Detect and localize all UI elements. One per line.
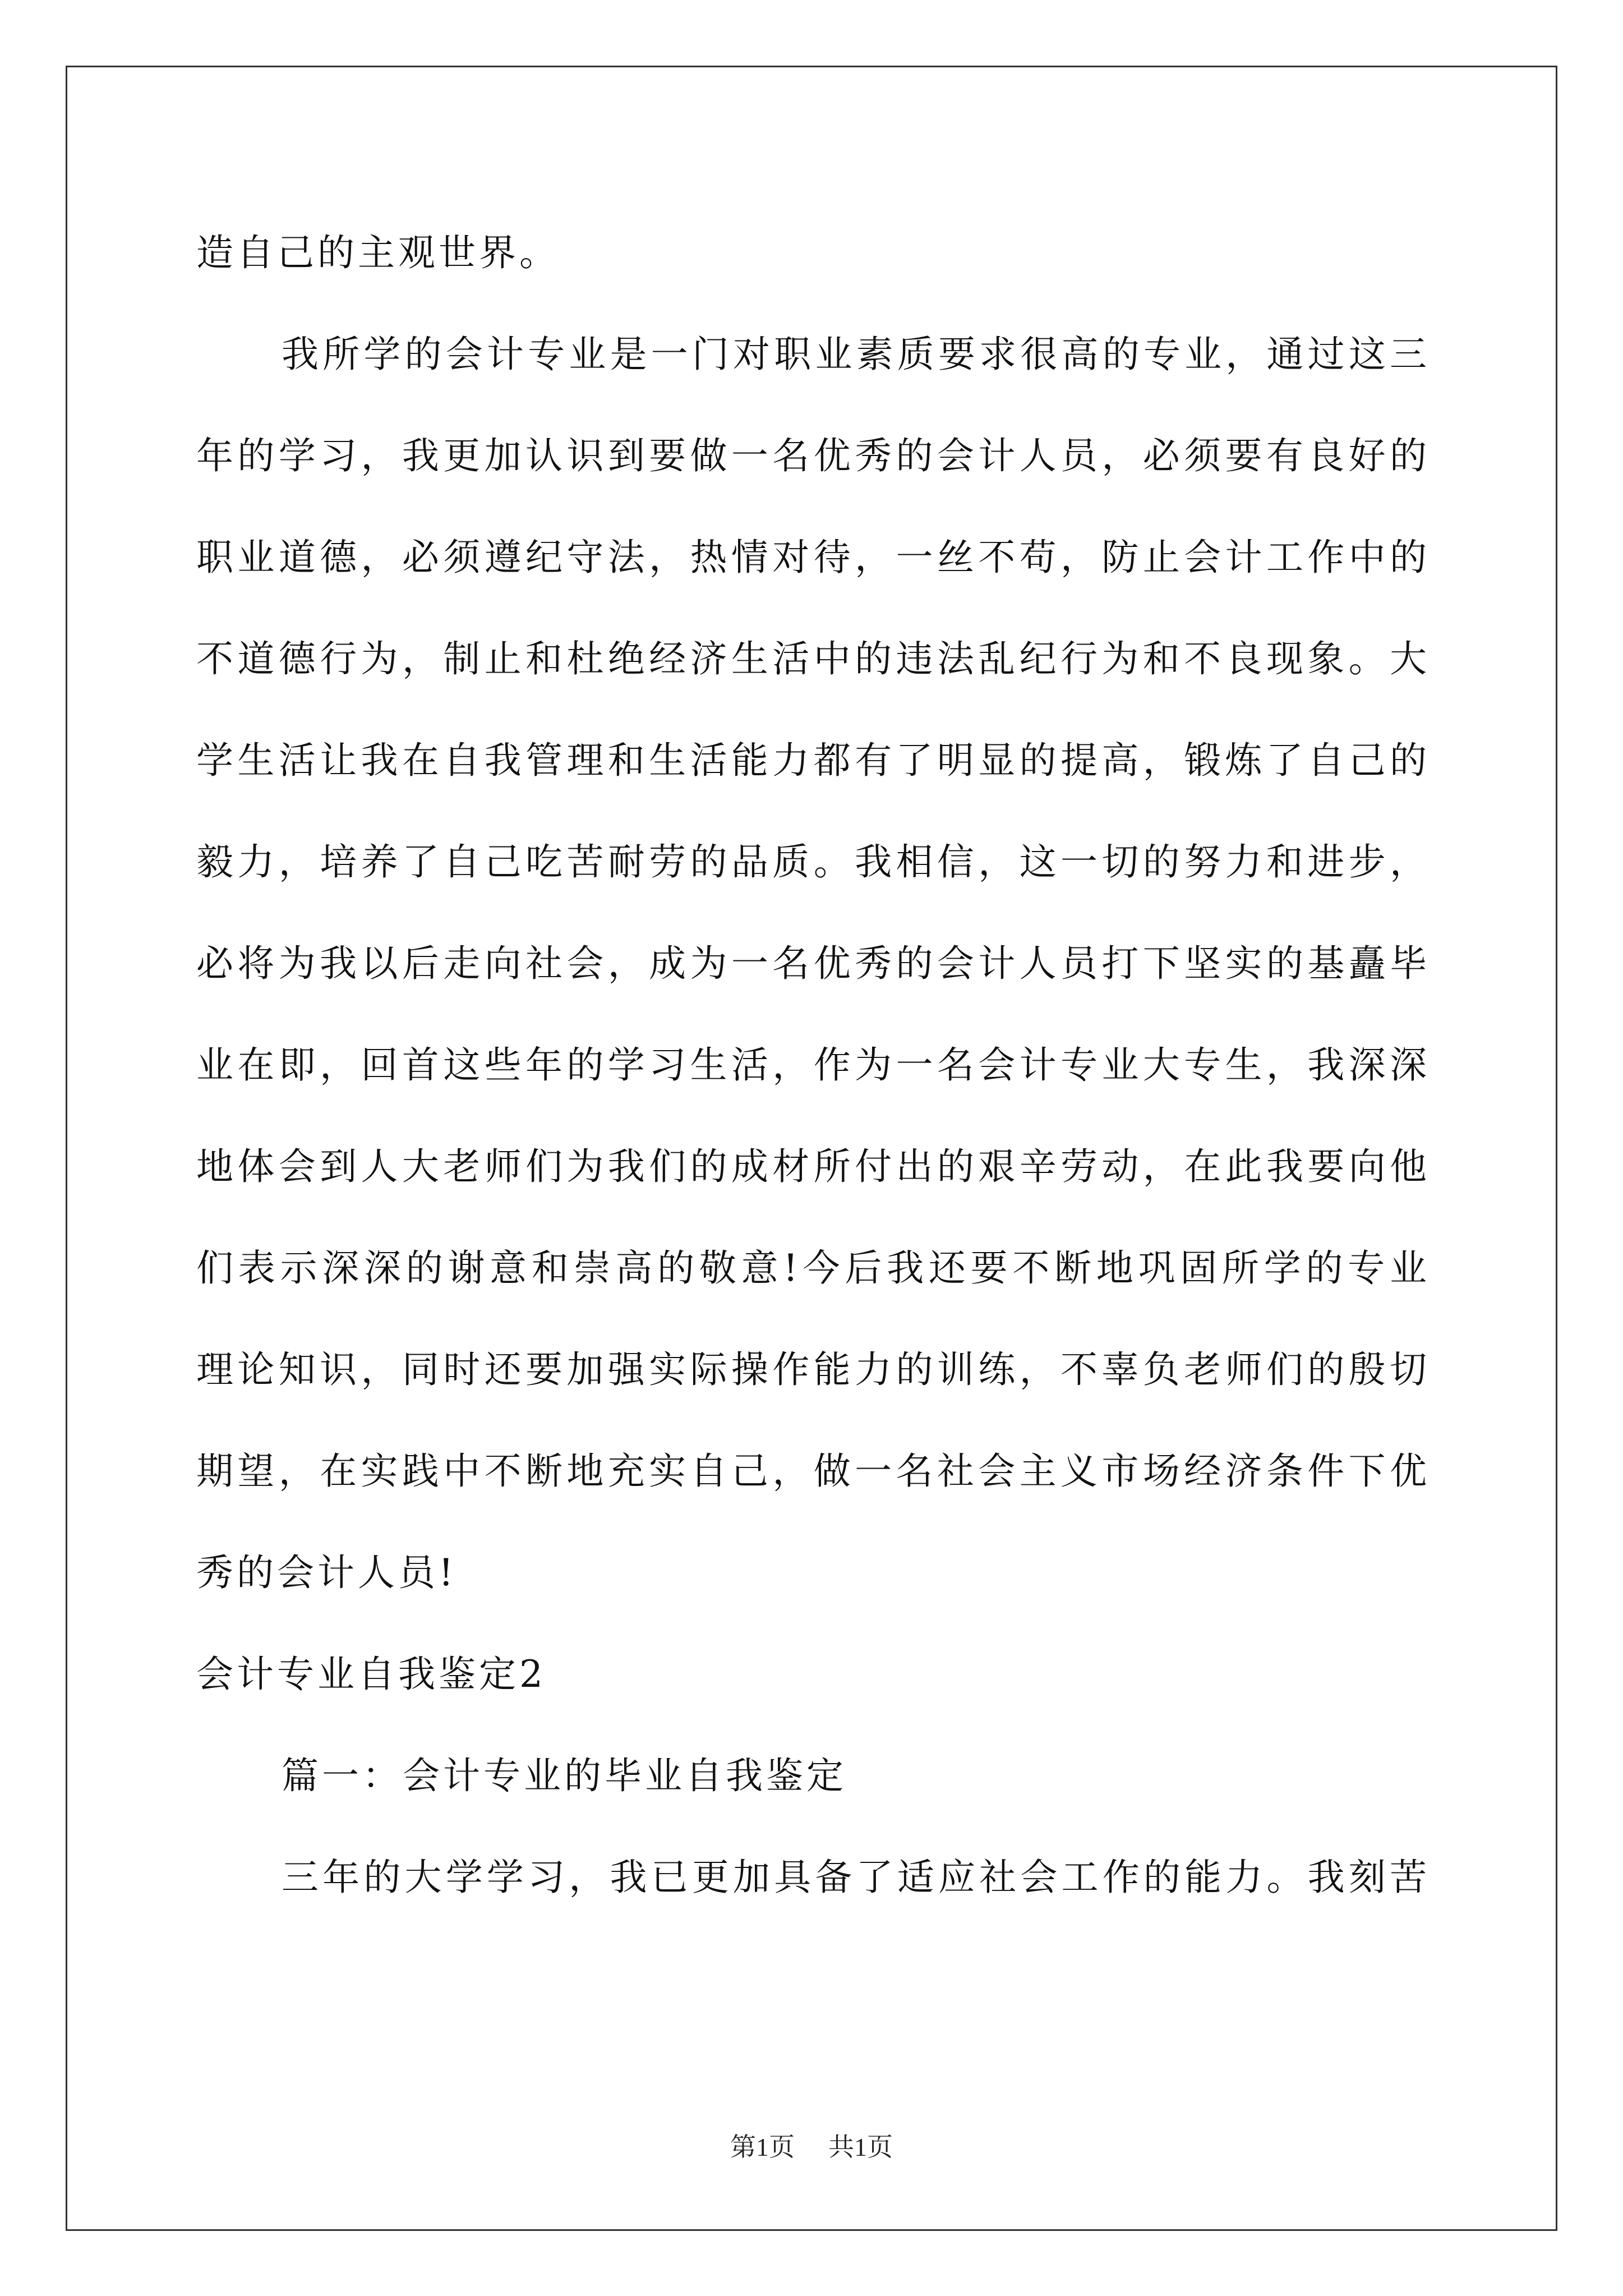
text-line: 年的学习，我更加认识到要做一名优秀的会计人员，必须要有良好的 bbox=[196, 434, 1430, 477]
text-line: 秀的会计人员! bbox=[196, 1551, 457, 1594]
text-line: 理论知识，同时还要加强实际操作能力的训练，不辜负老师们的殷切 bbox=[196, 1348, 1430, 1391]
text-line: 毅力，培养了自己吃苦耐劳的品质。我相信，这一切的努力和进步， bbox=[196, 840, 1430, 884]
text-line: 职业道德，必须遵纪守法，热情对待，一丝不苟，防止会计工作中的 bbox=[196, 536, 1430, 579]
text-line: 期望，在实践中不断地充实自己，做一名社会主义市场经济条件下优 bbox=[196, 1450, 1430, 1493]
text-line: 业在即，回首这些年的学习生活，作为一名会计专业大专生，我深深 bbox=[196, 1043, 1430, 1087]
page-footer bbox=[0, 2132, 1623, 2163]
text-line: 学生活让我在自我管理和生活能力都有了明显的提高，锻炼了自己的 bbox=[196, 739, 1430, 782]
page-total: 共1页 bbox=[828, 2133, 893, 2161]
text-line: 地体会到人大老师们为我们的成材所付出的艰辛劳动，在此我要向他 bbox=[196, 1145, 1430, 1188]
subsection-heading: 篇一：会计专业的毕业自我鉴定 bbox=[282, 1754, 847, 1797]
paragraph-first-line: 我所学的会计专业是一门对职业素质要求很高的专业，通过这三 bbox=[282, 333, 1430, 376]
text-line: 们表示深深的谢意和崇高的敬意!今后我还要不断地巩固所学的专业 bbox=[196, 1246, 1430, 1290]
section-heading: 会计专业自我鉴定2 bbox=[196, 1653, 546, 1696]
text-line: 必将为我以后走向社会，成为一名优秀的会计人员打下坚实的基矗毕 bbox=[196, 942, 1430, 985]
paragraph-first-line: 三年的大学学习，我已更加具备了适应社会工作的能力。我刻苦 bbox=[282, 1856, 1430, 1899]
text-line: 不道德行为，制止和杜绝经济生活中的违法乱纪行为和不良现象。大 bbox=[196, 637, 1430, 680]
page-number: 第1页 bbox=[730, 2133, 795, 2161]
text-line: 造自己的主观世界。 bbox=[196, 231, 560, 274]
